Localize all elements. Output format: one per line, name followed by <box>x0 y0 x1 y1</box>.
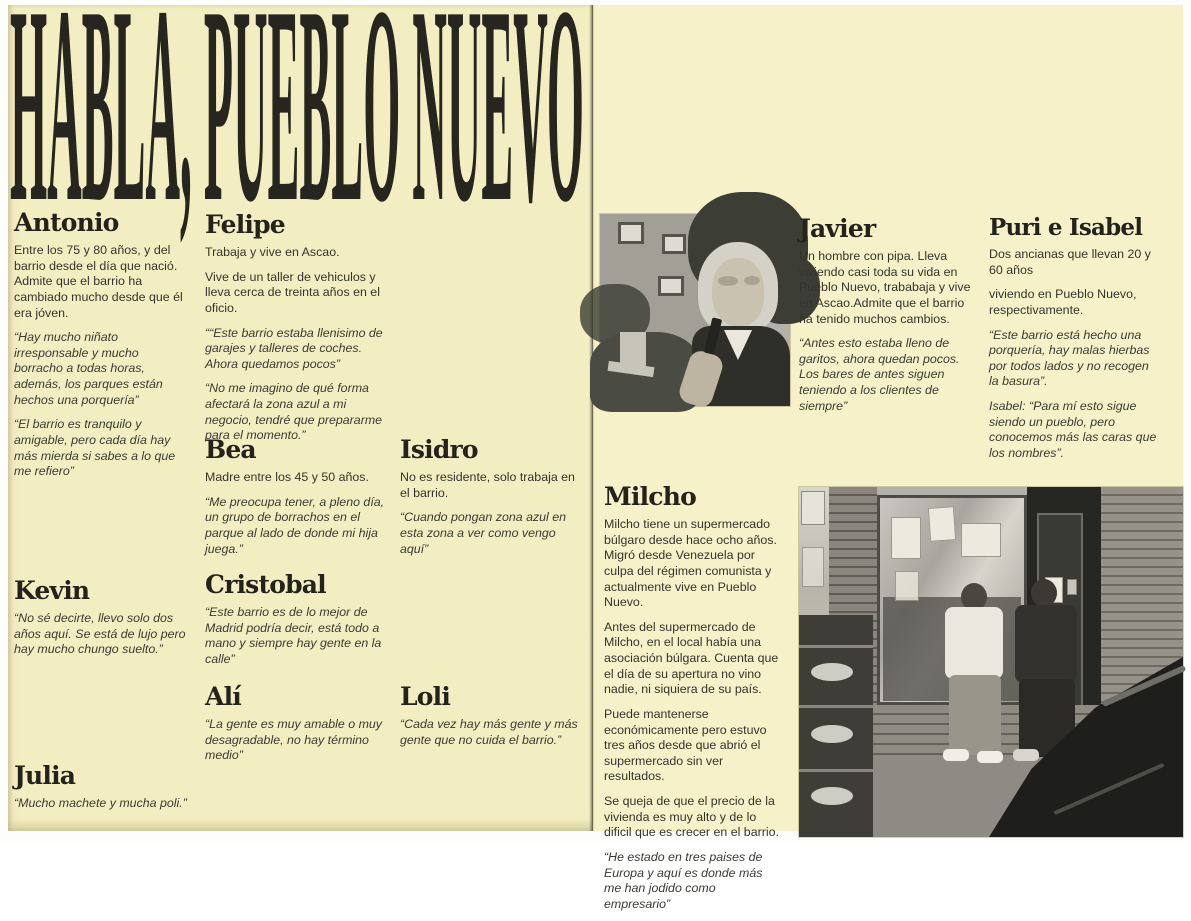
person-quote: “Hay mucho niñato irresponsable y mucho borracho a todas horas, además, los parques están hechos una porquería” <box>14 330 163 407</box>
section-puri-isabel <box>989 216 1161 471</box>
man1-jeans <box>949 675 1001 755</box>
section-felipe <box>205 212 385 453</box>
window <box>658 276 684 296</box>
box-edge <box>799 645 873 648</box>
person-quote: “Cuando pongan zona azul en esta zona a ver como vengo aquí” <box>400 510 567 556</box>
man2-sneaker <box>1013 749 1039 761</box>
person-quote: “Cada vez hay más gente y más gente que no cuida el barrio.” <box>400 717 578 747</box>
person-quote: “He estado en tres paises de Europa y aquí es donde más me han jodido como empresario” <box>604 849 763 911</box>
box-logo <box>811 725 853 743</box>
person-name: Loli <box>400 682 451 711</box>
person-quote: “Me preocupa tener, a pleno día, un grupo de borrachos en el parque al lado de donde mi hija juega.” <box>205 494 385 556</box>
box-edge <box>799 705 873 708</box>
person-name: Felipe <box>205 210 285 239</box>
person-quote: Isabel: “Para mí esto sigue siendo un pueblo, pero conocemos más las caras que los nombres”. <box>989 399 1157 460</box>
javier-portrait-photo <box>600 214 790 406</box>
person-bio: Antes del supermercado de Milcho, en el local había una asociación búlgara. Cuenta que el día de su apertura no vino nadie, ni siquiera de su país. <box>604 619 779 697</box>
person-quote: “No sé decirte, llevo solo dos años aquí. Se está de lujo pero hay mucho chungo suelto.” <box>14 611 186 657</box>
person-bio: Milcho tiene un supermercado búlgaro desde hace ocho años. Migró desde Venezuela por culpa del régimen comunista y actualmente vive en Pueblo Nuevo. <box>604 517 777 610</box>
shirt-collar <box>724 330 752 360</box>
person-quote: “Este barrio es de lo mejor de Madrid podría decir, está todo a mano y siempre hay gente en la calle” <box>205 605 382 666</box>
box-logo <box>811 787 853 805</box>
box-logo <box>811 663 853 681</box>
person-bio: No es residente, solo trabaja en el barrio. <box>400 470 575 500</box>
section-julia <box>14 763 196 821</box>
person-name: Alí <box>205 682 241 711</box>
window <box>662 234 686 254</box>
poster <box>802 547 824 587</box>
door-notice <box>1067 579 1077 595</box>
person-name: Javier <box>799 214 876 243</box>
section-bea <box>205 437 387 566</box>
stone-post <box>620 332 646 366</box>
man1-sneaker <box>977 751 1003 763</box>
page-title: HABLA, PUEBLO NUEVO <box>10 0 584 260</box>
person-quote: “El barrio es tranquilo y amigable, pero cada día hay más mierda si sabes a lo que me refiero” <box>14 417 176 479</box>
window-price-sign <box>961 523 1001 557</box>
person-quote: “Este barrio está hecho una porquería, hay malas hierbas por todos lados y no recogen la basura”. <box>989 327 1150 389</box>
center-fold <box>589 5 595 831</box>
person-name: Antonio <box>14 208 119 237</box>
section-cristobal <box>205 572 397 677</box>
section-kevin <box>14 578 194 667</box>
person-quote: “No me imagino de qué forma afectará la zona azul a mi negocio, tendré que prepararme para el momento.” <box>205 381 383 443</box>
person-bio: Puede mantenerse económicamente pero estuvo tres años desde que abrió el supermercado sin ver resultados. <box>604 706 767 784</box>
person-name: Isidro <box>400 435 478 464</box>
eye-shadow <box>744 276 760 285</box>
section-milcho <box>604 484 782 921</box>
person-name: Puri e Isabel <box>989 214 1143 241</box>
person-name: Julia <box>14 761 76 790</box>
person-bio: Se queja de que el precio de la vivienda es muy alto y de lo dificil que es crecer en el barrio. <box>604 794 779 840</box>
section-antonio <box>14 210 186 489</box>
person-bio: Trabaja y vive en Ascao. <box>205 245 340 259</box>
man1-sneaker <box>943 749 969 761</box>
person-quote: ““Este barrio estaba llenisimo de garajes y talleres de coches. Ahora quedamos pocos” <box>205 325 383 371</box>
paper <box>8 0 1183 911</box>
person-name: Bea <box>205 435 256 464</box>
person-bio: Entre los 75 y 80 años, y del barrio desde el día que nació. Admite que el barrio ha cambiado mucho desde que él era jóven. <box>14 243 183 320</box>
person-bio: Madre entre los 45 y 50 años. <box>205 470 369 484</box>
person-bio: viviendo en Pueblo Nuevo, respectivamente. <box>989 287 1137 317</box>
eye-shadow <box>718 276 738 286</box>
person-name: Cristobal <box>205 570 326 599</box>
person-quote: “Mucho machete y mucha poli.” <box>14 796 187 810</box>
man2-jacket <box>1015 605 1077 683</box>
man1-tshirt <box>945 607 1003 679</box>
person-bio: Dos ancianas que llevan 20 y 60 años <box>989 247 1151 277</box>
window-paper <box>891 517 921 559</box>
person-name: Milcho <box>604 482 696 511</box>
window-paper <box>928 506 956 542</box>
storefront-photo <box>799 487 1183 837</box>
section-isidro <box>400 437 580 566</box>
man2-head <box>1031 579 1057 607</box>
box-edge <box>799 769 873 772</box>
person-bio: Vive de un taller de vehiculos y lleva cerca de treinta años en el oficio. <box>205 269 380 315</box>
window <box>618 222 644 244</box>
section-loli <box>400 684 582 757</box>
poster <box>801 491 825 525</box>
person-quote: “La gente es muy amable o muy desagradable, no hay término medio” <box>205 717 383 763</box>
person-name: Kevin <box>14 576 90 605</box>
section-javier <box>799 216 981 423</box>
person-quote: “Antes esto estaba lleno de garitos, ahora quedan pocos. Los bares de antes siguen teniendo a los clientes de siempre” <box>799 336 960 413</box>
window-paper <box>895 571 919 601</box>
man-face <box>712 258 764 326</box>
person-bio: Un hombre con pipa. Lleva viviendo casi toda su vida en Pueblo Nuevo, trababaja y vive en Ascao.Admite que el barrio ha tenido muchos cambios. <box>799 249 971 326</box>
section-ali <box>205 684 397 773</box>
